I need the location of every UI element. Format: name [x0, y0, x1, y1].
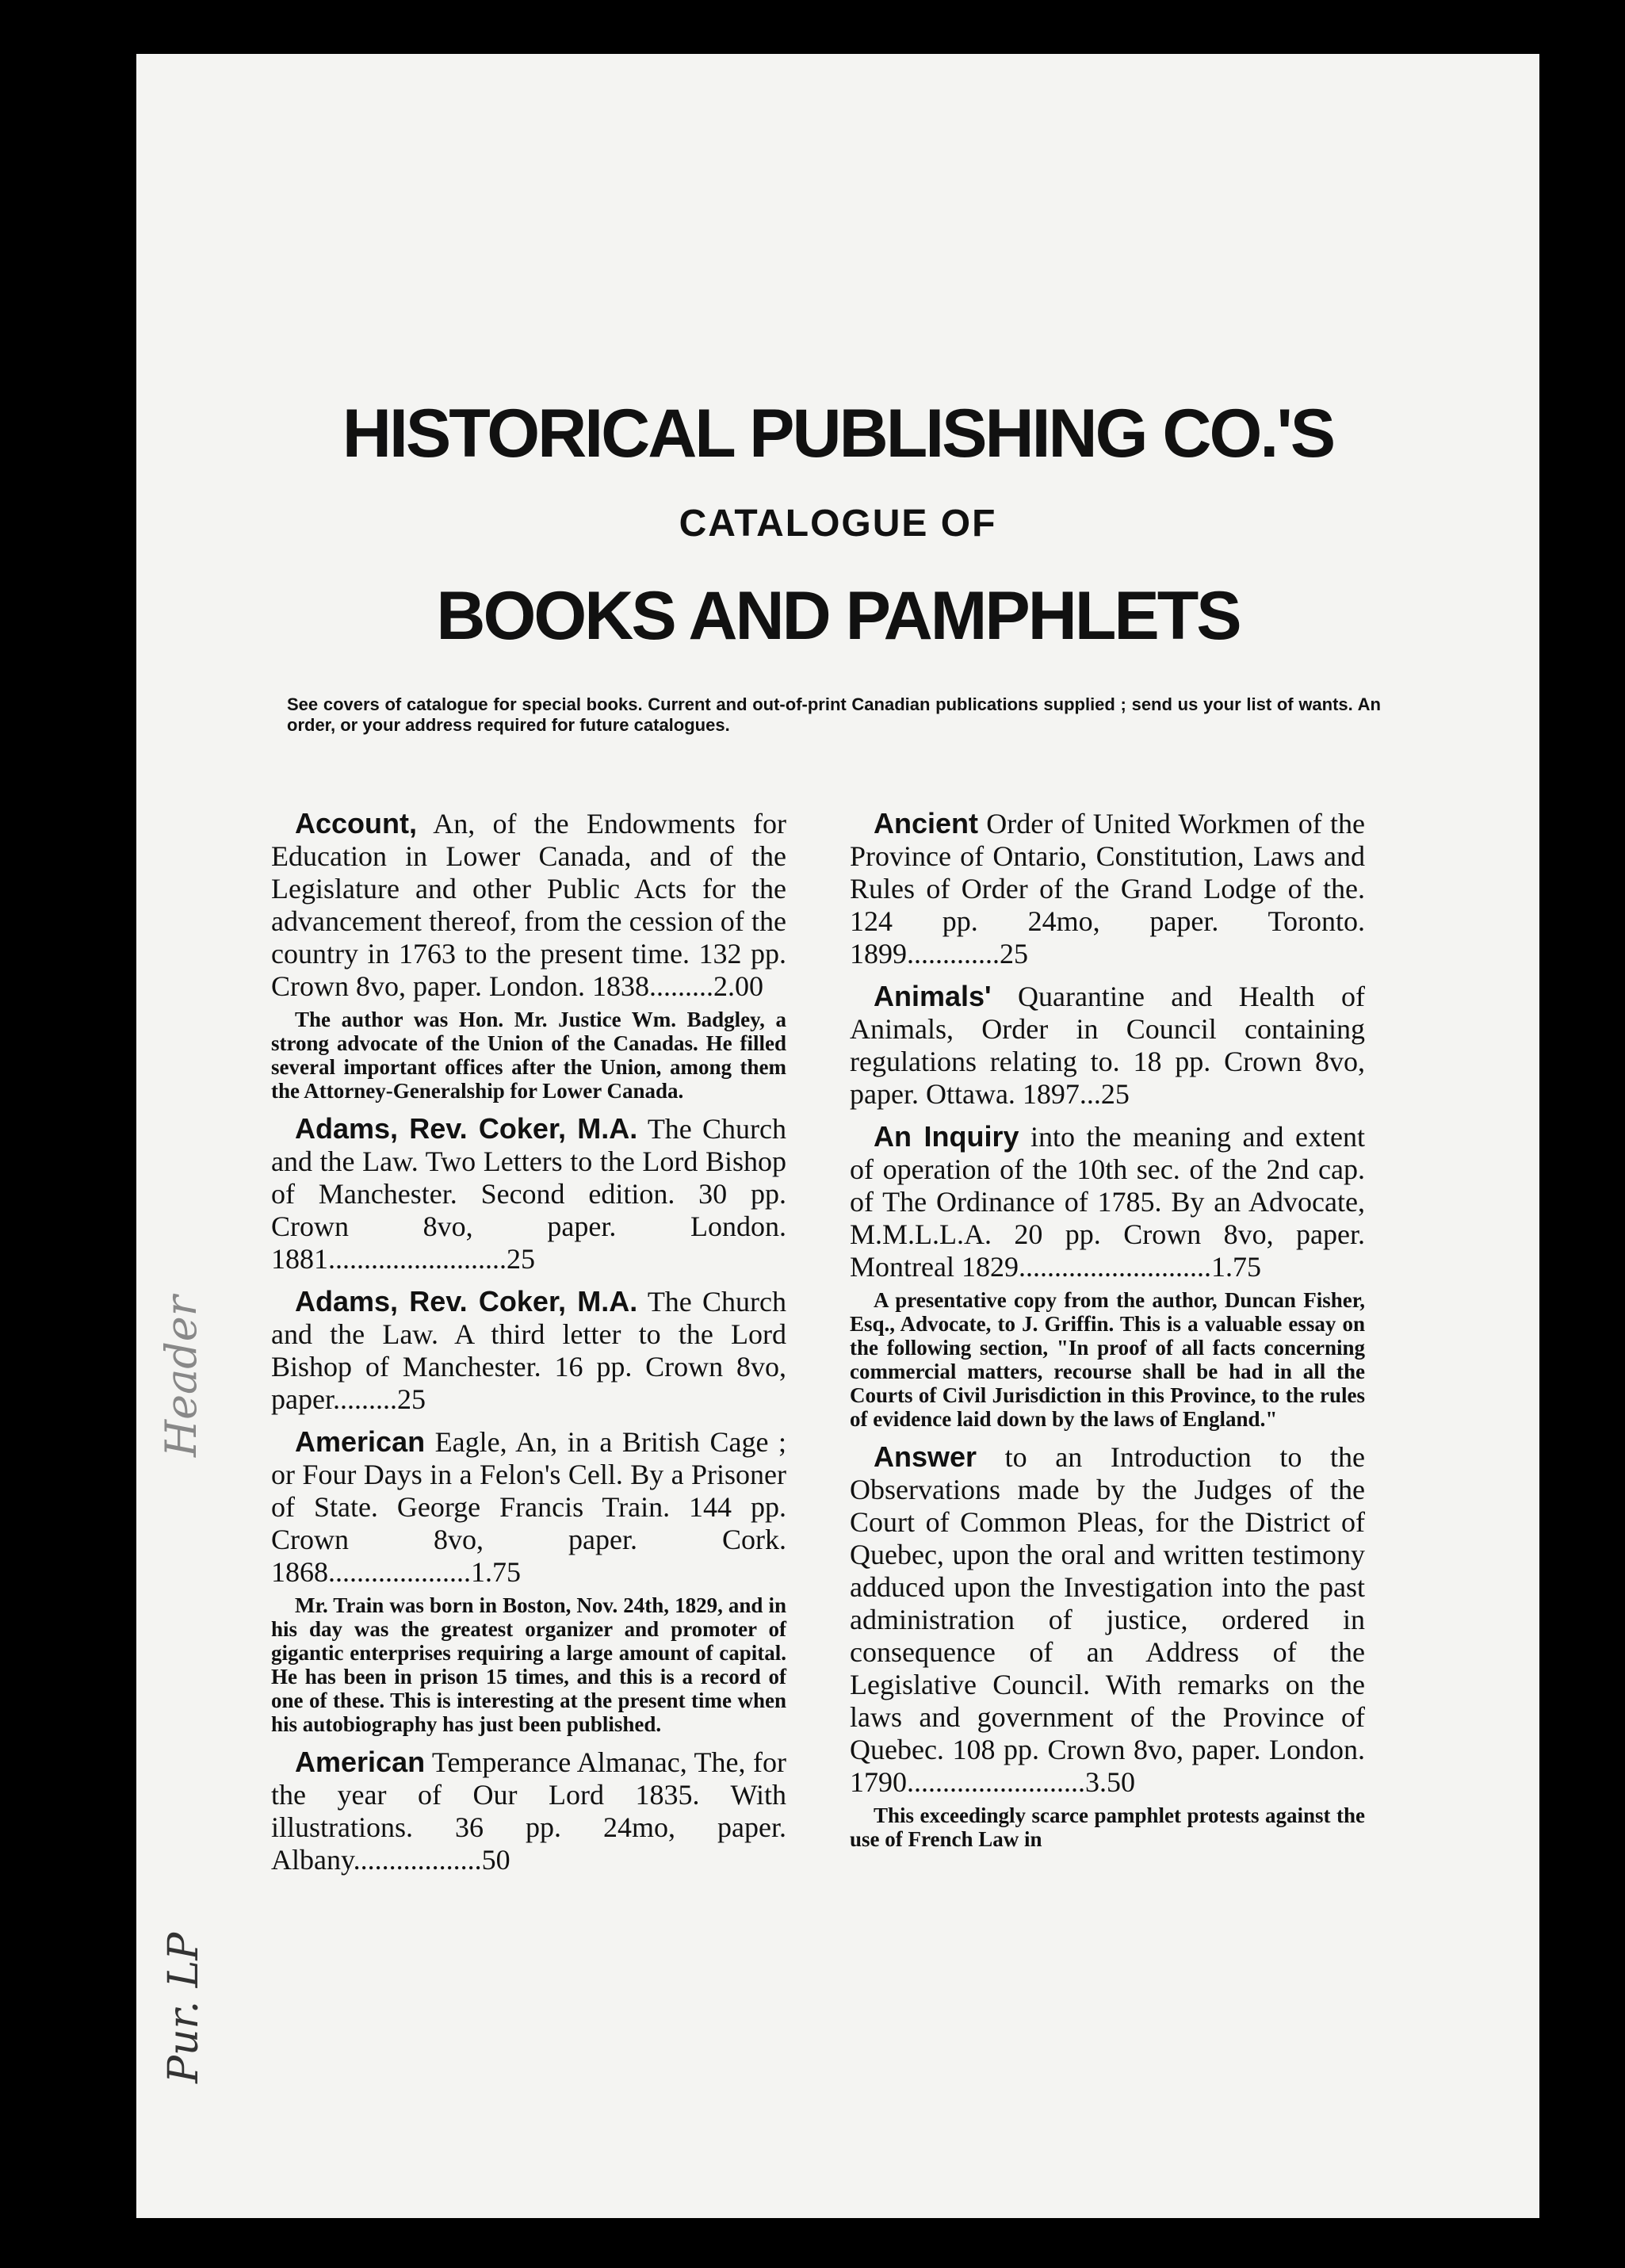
- entry-keyword: Adams, Rev. Coker, M.A.: [295, 1285, 638, 1318]
- entry-description: The Church and the Law. A third letter to the Lord Bishop of Manchester. 16 pp. Crown 8vo, paper.........25: [271, 1286, 787, 1415]
- catalogue-entry: [850, 980, 1365, 1111]
- catalogue-entry: [271, 1425, 786, 1736]
- entry-keyword: Account,: [295, 807, 418, 840]
- entry-keyword: Animals': [874, 980, 992, 1012]
- entry-keyword: American: [295, 1746, 426, 1778]
- catalogue-entry: [850, 807, 1365, 970]
- entry-text: [271, 807, 786, 1003]
- entry-keyword: Adams, Rev. Coker, M.A.: [295, 1112, 638, 1145]
- entry-text: [850, 807, 1365, 970]
- entry-description: Temperance Almanac, The, for the year of Our Lord 1835. With illustrations. 36 pp. 24mo, paper. Albany..................50: [271, 1746, 786, 1876]
- catalogue-entry: [271, 1746, 786, 1876]
- catalogue-entry: [271, 1112, 786, 1276]
- entry-text: [850, 980, 1365, 1111]
- catalogue-notice: See covers of catalogue for special books. Current and out-of-print Canadian publications supplied ; send us your list of wants. An order, or your address required for future catalogues.: [287, 694, 1381, 735]
- entry-description: into the meaning and extent of operation of the 10th sec. of the 2nd cap. of The Ordinance of 1785. By an Advocate, M.M.L.L.A. 20 pp. Crown 8vo, paper. Montreal 1829...........................1.75: [850, 1121, 1365, 1283]
- entry-description: An, of the Endowments for Education in Lower Canada, and of the Legislature and other Public Acts for the advancement thereof, from the cession of the country in 1763 to the present time. 132 pp. Crown 8vo, paper. London. 1838.........2.00: [271, 808, 786, 1002]
- catalogue-entry: [850, 1440, 1365, 1851]
- catalogue-entry: [271, 1285, 786, 1416]
- catalogue-entry: [850, 1120, 1365, 1431]
- left-column: [271, 807, 786, 1886]
- publisher-title: HISTORICAL PUBLISHING CO.'S: [342, 396, 1334, 472]
- entry-description: The Church and the Law. Two Letters to the Lord Bishop of Manchester. Second edition. 30 pp. Crown 8vo, paper. London. 1881.........................25: [271, 1113, 787, 1275]
- entry-text: [850, 1120, 1365, 1283]
- catalogue-page: [136, 54, 1539, 2218]
- entry-description: to an Introduction to the Observations made by the Judges of the Court of Common Pleas, for the District of Quebec, upon the oral and written testimony adduced upon the Investigation into the past administration of justice, ordered in consequence of an Address of the Legislative Council. With remarks on the laws and government of the Province of Quebec. 108 pp. Crown 8vo, paper. London. 1790.........................3.50: [850, 1441, 1365, 1798]
- entry-text: [271, 1112, 786, 1276]
- handwritten-margin-note: Header: [156, 1295, 206, 1457]
- entry-keyword: Ancient: [874, 807, 979, 840]
- entry-note: The author was Hon. Mr. Justice Wm. Badgley, a strong advocate of the Union of the Canadas. He filled several important offices after the Union, among them the Attorney-Generalship for Lower Canada.: [271, 1008, 786, 1103]
- entry-note: Mr. Train was born in Boston, Nov. 24th, 1829, and in his day was the greatest organizer and promoter of gigantic enterprises requiring a large amount of capital. He has been in prison 15 times, and this is a record of one of these. This is interesting at the present time when his autobiography has just been published.: [271, 1593, 786, 1736]
- entry-description: Eagle, An, in a British Cage ; or Four Days in a Felon's Cell. By a Prisoner of State. George Francis Train. 144 pp. Crown 8vo, paper. Cork. 1868....................1.75: [271, 1426, 786, 1588]
- entry-text: [850, 1440, 1365, 1799]
- entry-keyword: Answer: [874, 1440, 977, 1473]
- catalogue-subtitle: CATALOGUE OF: [679, 503, 997, 545]
- catalogue-entry: [271, 807, 786, 1103]
- catalogue-heading: BOOKS AND PAMPHLETS: [436, 578, 1240, 654]
- entry-text: [271, 1425, 786, 1589]
- entry-note: A presentative copy from the author, Duncan Fisher, Esq., Advocate, to J. Griffin. This is a valuable essay on the following section, "In proof of all facts concerning commercial matters, recourse shall be had in all the Courts of Civil Jurisdiction in this Province, to the rules of evidence laid down by the laws of England.": [850, 1288, 1365, 1431]
- entry-note: This exceedingly scarce pamphlet protests against the use of French Law in: [850, 1803, 1365, 1851]
- entry-text: [271, 1746, 786, 1876]
- entry-description: Order of United Workmen of the Province of Ontario, Constitution, Laws and Rules of Order of the Grand Lodge of the. 124 pp. 24mo, paper. Toronto. 1899.............25: [850, 808, 1365, 970]
- handwritten-shelf-mark: Pur. LP: [160, 1932, 208, 2083]
- entry-description: Quarantine and Health of Animals, Order in Council containing regulations relating to. 18 pp. Crown 8vo, paper. Ottawa. 1897...25: [850, 981, 1365, 1110]
- entry-keyword: An Inquiry: [874, 1120, 1019, 1153]
- entry-keyword: American: [295, 1425, 426, 1458]
- entry-text: [271, 1285, 786, 1416]
- right-column: [850, 807, 1365, 1861]
